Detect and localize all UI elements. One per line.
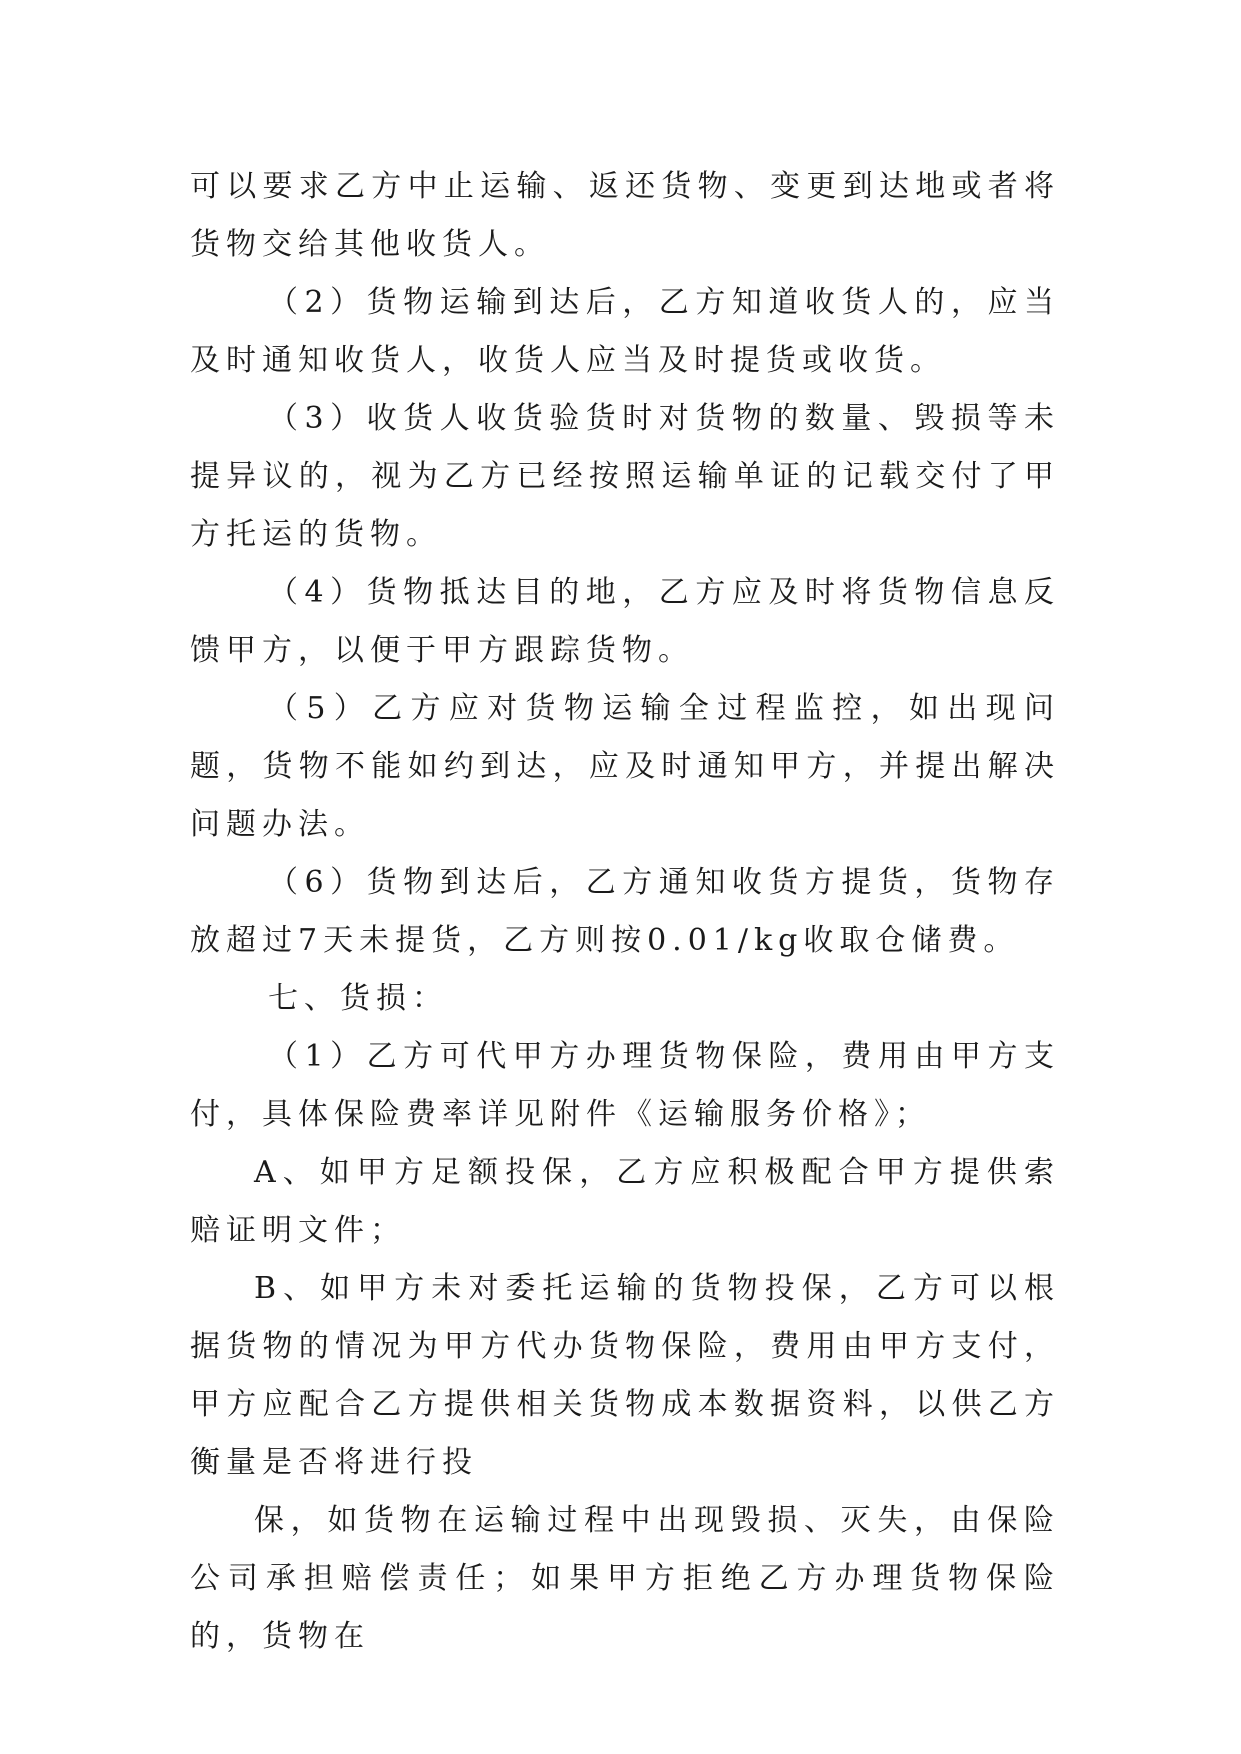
paragraph-damage-b: B、如甲方未对委托运输的货物投保，乙方可以根据货物的情况为甲方代办货物保险，费用由甲方支付，甲方应配合乙方提供相关货物成本数据资料，以供乙方衡量是否将进行投 — [190, 1271, 1060, 1480]
document-body — [190, 158, 1060, 1666]
paragraph-damage-1: （1）乙方可代甲方办理货物保险，费用由甲方支付，具体保险费率详见附件《运输服务价格》； — [190, 1039, 1060, 1132]
paragraph-item-2: （2）货物运输到达后，乙方知道收货人的，应当及时通知收货人，收货人应当及时提货或收货。 — [190, 285, 1060, 378]
paragraph-continuation: 可以要求乙方中止运输、返还货物、变更到达地或者将货物交给其他收货人。 — [190, 169, 1060, 262]
paragraph-item-3: （3）收货人收货验货时对货物的数量、毁损等未提异议的，视为乙方已经按照运输单证的记载交付了甲方托运的货物。 — [190, 401, 1060, 552]
section-heading-cargo-damage: 七、货损： — [268, 981, 448, 1016]
paragraph-damage-b-continued: 保，如货物在运输过程中出现毁损、灭失，由保险公司承担赔偿责任；如果甲方拒绝乙方办理货物保险的，货物在 — [190, 1503, 1060, 1654]
paragraph-damage-a: A、如甲方足额投保，乙方应积极配合甲方提供索赔证明文件； — [190, 1155, 1060, 1248]
paragraph-item-4: （4）货物抵达目的地，乙方应及时将货物信息反馈甲方，以便于甲方跟踪货物。 — [190, 575, 1060, 668]
paragraph-item-6: （6）货物到达后，乙方通知收货方提货，货物存放超过7天未提货，乙方则按0.01/kg收取仓储费。 — [190, 865, 1060, 958]
paragraph-item-5: （5）乙方应对货物运输全过程监控，如出现问题，货物不能如约到达，应及时通知甲方，并提出解决问题办法。 — [190, 691, 1060, 842]
